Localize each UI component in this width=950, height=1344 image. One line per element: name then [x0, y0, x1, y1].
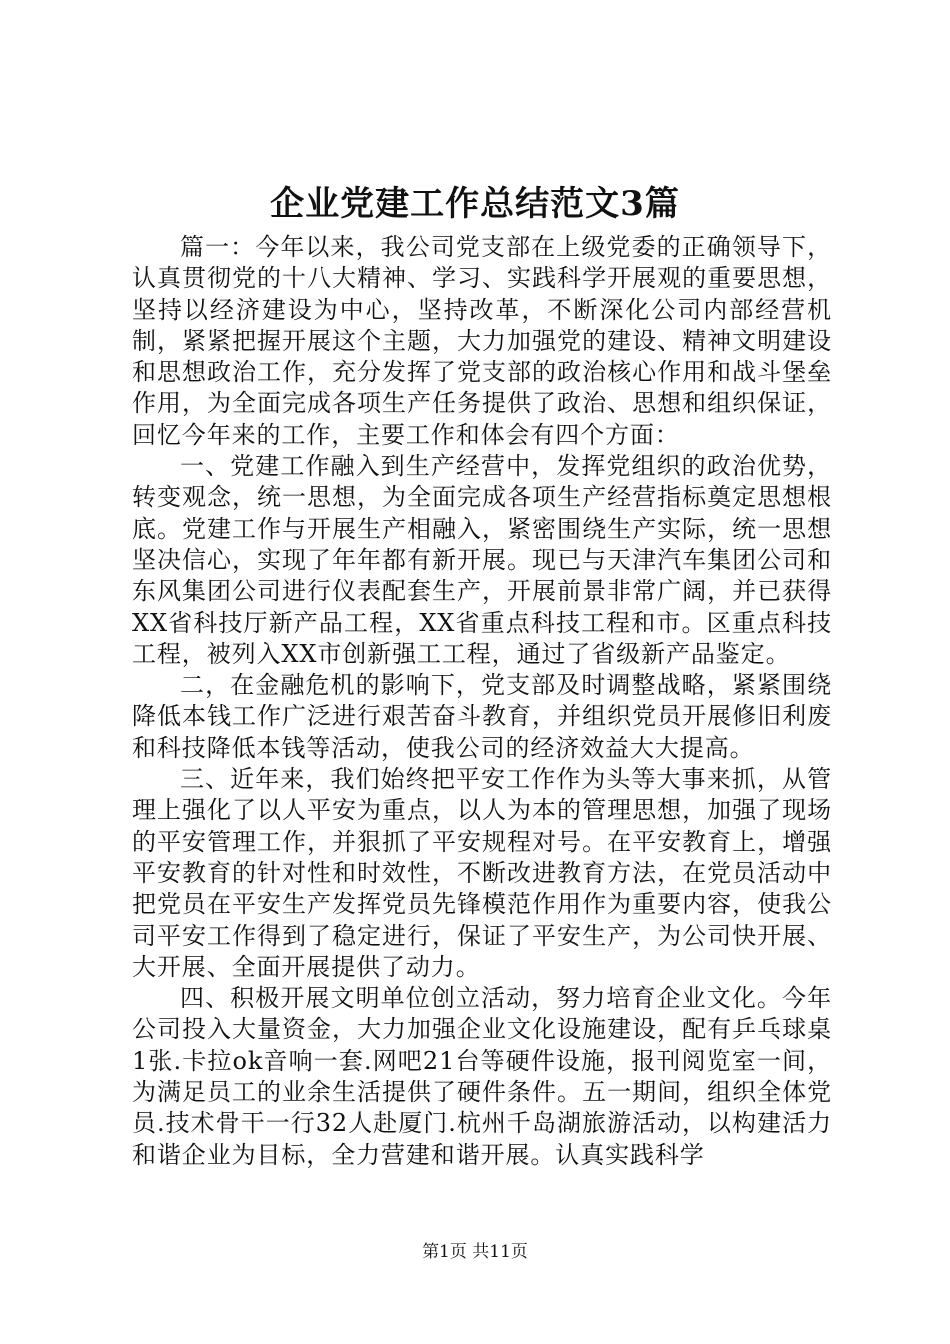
document-title: 企业党建工作总结范文3篇 — [270, 184, 680, 224]
page-number-footer: 第1页 共11页 — [422, 1242, 528, 1262]
paragraph-point-four: 四、积极开展文明单位创立活动，努力培育企业文化。今年公司投入大量资金，大力加强企业文化设施建设，配有乒乓球桌1张.卡拉ok音响一套.网吧21台等硬件设施，报刊阅览室一间，为满足员工的业余生活提供了硬件条件。五一期间，组织全体党员.技术骨干一行32人赴厦门.杭州千岛湖旅游活动，以构建活力和谐企业为目标，全力营建和谐开展。认真实践科学 — [132, 984, 832, 1169]
paragraph-point-one: 一、党建工作融入到生产经营中，发挥党组织的政治优势，转变观念，统一思想，为全面完成各项生产经营指标奠定思想根底。党建工作与开展生产相融入，紧密围绕生产实际，统一思想坚决信心，实现了年年都有新开展。现已与天津汽车集团公司和东风集团公司进行仪表配套生产，开展前景非常广阔，并已获得XX省科技厅新产品工程，XX省重点科技工程和市。区重点科技工程，被列入XX市创新强工工程，通过了省级新产品鉴定。 — [132, 452, 832, 668]
document-body — [132, 232, 832, 1171]
paragraph-point-two: 二，在金融危机的影响下，党支部及时调整战略，紧紧围绕降低本钱工作广泛进行艰苦奋斗教育，并组织党员开展修旧利废和科技降低本钱等活动，使我公司的经济效益大大提高。 — [132, 671, 832, 762]
paragraph-part-one: 篇一：今年以来，我公司党支部在上级党委的正确领导下，认真贯彻党的十八大精神、学习、实践科学开展观的重要思想，坚持以经济建设为中心，坚持改革，不断深化公司内部经营机制，紧紧把握开展这个主题，大力加强党的建设、精神文明建设和思想政治工作，充分发挥了党支部的政治核心作用和战斗堡垒作用，为全面完成各项生产任务提供了政治、思想和组织保证，回忆今年来的工作，主要工作和体会有四个方面： — [132, 233, 832, 449]
paragraph-point-three: 三、近年来，我们始终把平安工作作为头等大事来抓，从管理上强化了以人平安为重点，以人为本的管理思想，加强了现场的平安管理工作，并狠抓了平安规程对号。在平安教育上，增强平安教育的针对性和时效性，不断改进教育方法，在党员活动中把党员在平安生产发挥党员先锋模范作用作为重要内容，使我公司平安工作得到了稳定进行，保证了平安生产，为公司快开展、大开展、全面开展提供了动力。 — [132, 765, 832, 981]
